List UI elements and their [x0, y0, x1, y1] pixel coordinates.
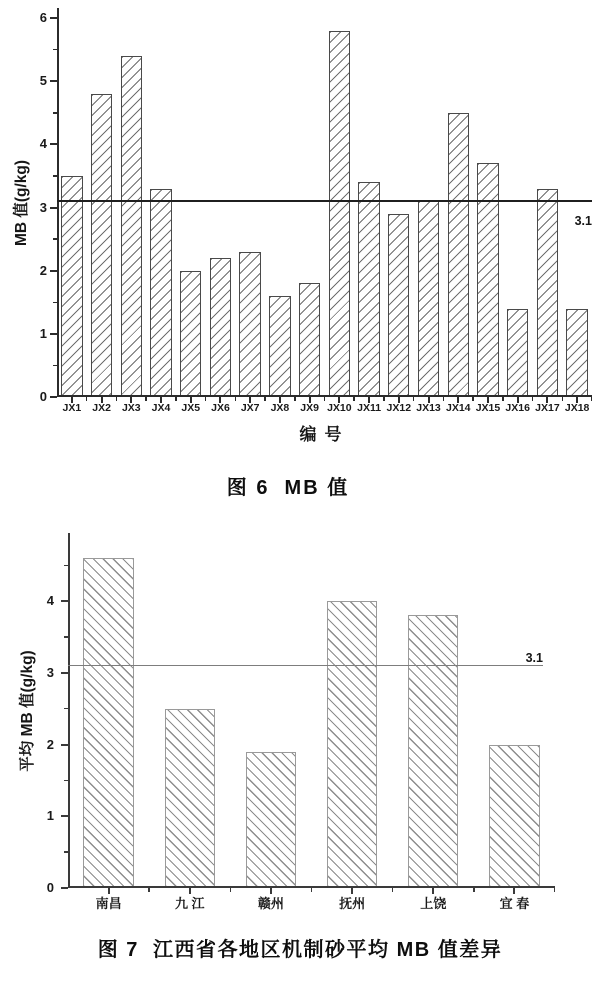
x-tick-label: JX4	[151, 402, 171, 414]
x-minor-tick	[86, 397, 88, 401]
bar-JX18	[566, 309, 587, 397]
x-tick-label: 宜 春	[499, 896, 530, 911]
y-tick-label: 2	[46, 736, 54, 752]
y-minor-tick	[64, 565, 69, 567]
x-minor-tick	[324, 397, 326, 401]
bar-JX15	[477, 163, 498, 397]
reference-line-label: 3.1	[574, 214, 592, 229]
y-axis-spine	[68, 533, 70, 888]
y-tick-label: 6	[39, 10, 47, 26]
y-tick-label: 0	[39, 389, 47, 404]
x-axis-label: 编号	[299, 425, 350, 444]
y-major-tick	[50, 270, 57, 272]
y-major-tick	[50, 17, 57, 19]
bar-JX4	[150, 189, 171, 397]
x-tick-label: JX8	[270, 402, 290, 414]
x-tick-label: JX2	[92, 402, 111, 414]
x-minor-tick	[148, 888, 150, 892]
bar-南昌	[83, 558, 133, 888]
x-tick-label: JX3	[121, 402, 141, 414]
y-axis-spine	[57, 8, 59, 397]
y-minor-tick	[53, 175, 58, 177]
y-major-tick	[50, 333, 57, 335]
y-tick-label: 0	[46, 880, 54, 895]
x-minor-tick	[353, 397, 355, 401]
figure-6-caption: 图 6 MB 值	[226, 477, 350, 499]
bar-JX14	[448, 113, 469, 397]
x-tick-label: JX13	[416, 402, 441, 414]
y-major-tick	[61, 672, 68, 674]
bar-JX5	[180, 271, 201, 397]
y-major-tick	[50, 80, 57, 82]
x-tick-label: JX18	[564, 402, 590, 414]
y-tick-label: 4	[46, 593, 54, 609]
x-minor-tick	[562, 397, 564, 401]
figure6-plot-area	[39, 8, 592, 414]
x-tick-label: JX9	[300, 402, 319, 414]
x-minor-tick	[473, 888, 475, 892]
y-minor-tick	[64, 780, 69, 782]
x-minor-tick	[175, 397, 177, 401]
reference-line-label: 3.1	[525, 650, 543, 665]
y-tick-label: 1	[39, 325, 47, 341]
x-tick-label: JX11	[357, 402, 382, 414]
bar-九江	[165, 709, 215, 888]
y-tick-label: 3	[39, 199, 47, 215]
y-tick-label: 1	[46, 808, 54, 824]
y-major-tick	[61, 744, 68, 746]
x-minor-tick	[235, 397, 237, 401]
bar-JX8	[269, 296, 290, 397]
y-tick-label: 3	[46, 664, 54, 680]
x-minor-tick	[532, 397, 534, 401]
bar-宜春	[489, 745, 539, 888]
bar-JX7	[239, 252, 260, 397]
y-minor-tick	[53, 302, 58, 304]
figure-7-caption: 图 7 江西省各地区机制砂平均 MB 值差异	[97, 939, 503, 961]
x-minor-tick	[392, 888, 394, 892]
x-tick-label: JX5	[181, 402, 201, 414]
y-minor-tick	[64, 636, 69, 638]
y-major-tick	[61, 600, 68, 602]
bar-JX17	[537, 189, 558, 397]
x-minor-tick	[264, 397, 266, 401]
x-tick-label: 上饶	[420, 896, 447, 911]
x-minor-tick	[502, 397, 504, 401]
x-tick-label: 南昌	[95, 896, 122, 911]
figure-7	[0, 520, 600, 981]
x-minor-tick	[413, 397, 415, 401]
x-tick-label: JX6	[211, 402, 230, 414]
x-minor-tick	[443, 397, 445, 401]
x-minor-tick	[311, 888, 313, 892]
bar-赣州	[246, 752, 296, 888]
bar-JX12	[388, 214, 409, 397]
reference-line	[57, 200, 592, 202]
x-tick-label: JX16	[505, 402, 530, 414]
figure7-plot-area	[46, 533, 555, 911]
y-major-tick	[50, 143, 57, 145]
bar-JX16	[507, 309, 528, 397]
x-tick-label: JX7	[240, 402, 260, 414]
bar-JX11	[358, 182, 379, 397]
y-major-tick	[61, 815, 68, 817]
x-tick-label: JX14	[445, 402, 471, 414]
x-tick-label: JX15	[475, 402, 501, 414]
reference-line	[68, 665, 543, 667]
y-tick-label: 2	[39, 262, 47, 278]
x-minor-tick	[145, 397, 147, 401]
y-minor-tick	[53, 238, 58, 240]
bar-JX9	[299, 283, 320, 397]
x-tick-label: JX10	[327, 402, 352, 414]
y-minor-tick	[64, 851, 69, 853]
x-tick-label: JX1	[62, 402, 82, 414]
y-axis-label: 平均 MB 值(g/kg)	[19, 649, 36, 772]
y-minor-tick	[53, 49, 58, 51]
bar-JX10	[329, 31, 350, 397]
bar-JX13	[418, 201, 439, 397]
bar-抚州	[327, 601, 377, 888]
x-tick-label: JX12	[386, 402, 412, 414]
x-minor-tick	[554, 888, 556, 892]
x-minor-tick	[205, 397, 207, 401]
y-major-tick	[50, 396, 57, 398]
y-minor-tick	[64, 708, 69, 710]
bar-JX1	[61, 176, 82, 397]
figure-7-chart	[0, 520, 600, 981]
y-axis-label: MB 值(g/kg)	[13, 159, 30, 246]
x-tick-label: 抚州	[339, 896, 366, 911]
y-major-tick	[50, 207, 57, 209]
bar-JX2	[91, 94, 112, 397]
y-major-tick	[61, 887, 68, 889]
y-minor-tick	[53, 112, 58, 114]
bar-JX3	[121, 56, 142, 397]
x-minor-tick	[294, 397, 296, 401]
y-tick-label: 4	[39, 136, 47, 152]
x-tick-label: 赣州	[257, 896, 284, 911]
bar-JX6	[210, 258, 231, 397]
x-tick-label: JX17	[535, 402, 560, 414]
x-minor-tick	[383, 397, 385, 401]
x-minor-tick	[591, 397, 593, 401]
bar-上饶	[408, 615, 458, 888]
x-minor-tick	[116, 397, 118, 401]
x-tick-label: 九 江	[174, 896, 205, 911]
y-tick-label: 5	[39, 73, 47, 89]
x-minor-tick	[230, 888, 232, 892]
x-minor-tick	[472, 397, 474, 401]
y-minor-tick	[53, 365, 58, 367]
